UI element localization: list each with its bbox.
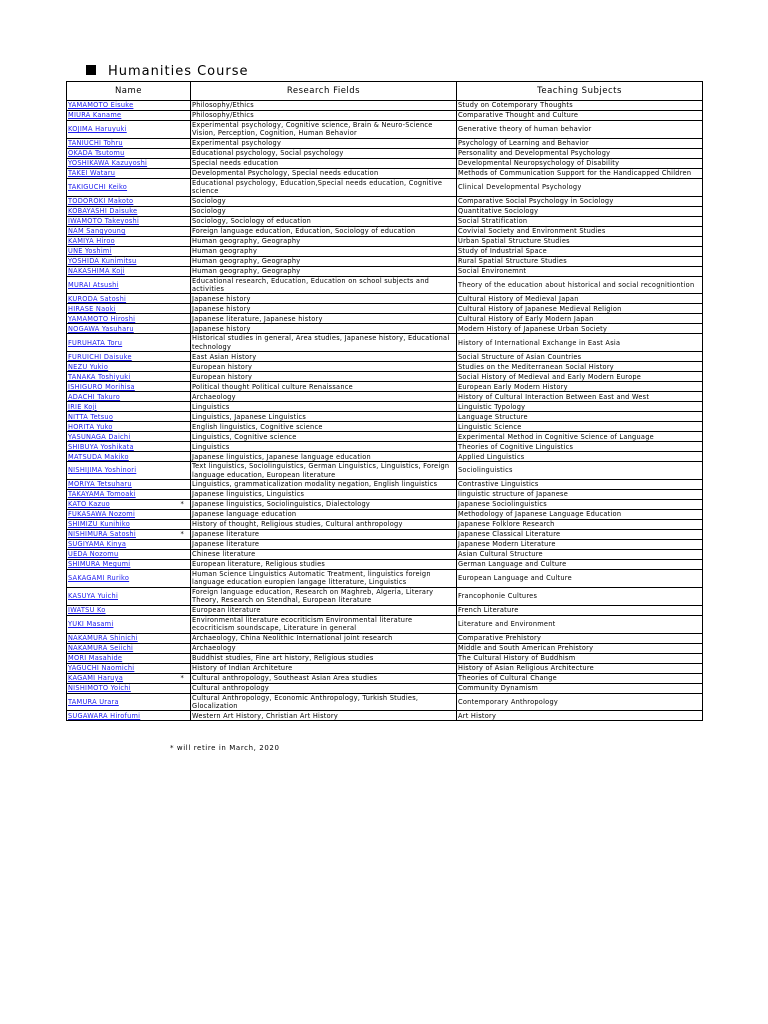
faculty-name-link[interactable]: YAMAMOTO Eisuke: [67, 101, 191, 111]
research-fields-cell: Japanese literature: [191, 540, 457, 550]
table-row: [67, 266, 703, 276]
teaching-subjects-cell: Psychology of Learning and Behavior: [457, 138, 703, 148]
teaching-subjects-cell: German Language and Culture: [457, 560, 703, 570]
table-row: [67, 520, 703, 530]
faculty-name-link[interactable]: KAGAMI Haruya *: [67, 673, 191, 683]
faculty-name-link[interactable]: SHIMIZU Kunihiko: [67, 520, 191, 530]
table-row: [67, 294, 703, 304]
teaching-subjects-cell: French Literature: [457, 605, 703, 615]
research-fields-cell: Human Science Linguistics Automatic Treatment, linguistics foreign language education europien langage litterature, Linguistics: [191, 570, 457, 588]
faculty-name-link[interactable]: NITTA Tetsuo: [67, 412, 191, 422]
research-fields-cell: Cultural Anthropology, Economic Anthropology, Turkish Studies, Glocalization: [191, 693, 457, 711]
table-row: [67, 683, 703, 693]
table-row: [67, 452, 703, 462]
teaching-subjects-cell: Cultural History of Early Modern Japan: [457, 314, 703, 324]
table-row: [67, 480, 703, 490]
table-row: [67, 178, 703, 196]
research-fields-cell: Japanese history: [191, 294, 457, 304]
faculty-name-link[interactable]: SHIMURA Megumi: [67, 560, 191, 570]
table-row: [67, 540, 703, 550]
table-row: [67, 148, 703, 158]
faculty-name-link[interactable]: YAGUCHI Naomichi: [67, 663, 191, 673]
table-row: [67, 605, 703, 615]
teaching-subjects-cell: Contemporary Anthropology: [457, 693, 703, 711]
table-row: [67, 412, 703, 422]
faculty-name-link[interactable]: TANIUCHI Tohru: [67, 138, 191, 148]
teaching-subjects-cell: Asian Cultural Structure: [457, 550, 703, 560]
research-fields-cell: European literature, Religious studies: [191, 560, 457, 570]
table-row: [67, 206, 703, 216]
teaching-subjects-cell: Social Structure of Asian Countries: [457, 352, 703, 362]
teaching-subjects-cell: History of Cultural Interaction Between East and West: [457, 392, 703, 402]
teaching-subjects-cell: Social Stratification: [457, 216, 703, 226]
table-row: [67, 372, 703, 382]
table-row: [67, 382, 703, 392]
retirement-star: *: [180, 500, 184, 509]
retirement-star: *: [180, 530, 184, 539]
research-fields-cell: European literature: [191, 605, 457, 615]
teaching-subjects-cell: Quantitative Sociology: [457, 206, 703, 216]
teaching-subjects-cell: Clinical Developmental Psychology: [457, 178, 703, 196]
faculty-name-link[interactable]: OKADA Tsutomu: [67, 148, 191, 158]
faculty-name-link[interactable]: NOGAWA Yasuharu: [67, 324, 191, 334]
faculty-name-link[interactable]: HIRASE Naoki: [67, 304, 191, 314]
table-row: [67, 334, 703, 352]
teaching-subjects-cell: Middle and South American Prehistory: [457, 643, 703, 653]
faculty-name-link[interactable]: UNE Yoshimi: [67, 246, 191, 256]
teaching-subjects-cell: Linguistic Typology: [457, 402, 703, 412]
teaching-subjects-cell: Francophonie Cultures: [457, 587, 703, 605]
research-fields-cell: Sociology, Sociology of education: [191, 216, 457, 226]
teaching-subjects-cell: Urban Spatial Structure Studies: [457, 236, 703, 246]
faculty-table: [66, 81, 703, 721]
table-row: [67, 711, 703, 721]
table-row: [67, 111, 703, 121]
research-fields-cell: Historical studies in general, Area studies, Japanese history, Educational technology: [191, 334, 457, 352]
research-fields-cell: Philosophy/Ethics: [191, 101, 457, 111]
table-row: [67, 615, 703, 633]
teaching-subjects-cell: Cultural History of Medieval Japan: [457, 294, 703, 304]
table-row: [67, 168, 703, 178]
teaching-subjects-cell: Theory of the education about historical and social recognitiontion: [457, 276, 703, 294]
faculty-name-link[interactable]: MORI Masahide: [67, 653, 191, 663]
table-row: [67, 304, 703, 314]
research-fields-cell: Chinese literature: [191, 550, 457, 560]
research-fields-cell: Sociology: [191, 196, 457, 206]
faculty-name-link[interactable]: NISHIJIMA Yoshinori: [67, 462, 191, 480]
header-research-fields: Research Fields: [191, 82, 457, 101]
research-fields-cell: Japanese linguistics, Japanese language education: [191, 452, 457, 462]
table-row: [67, 653, 703, 663]
research-fields-cell: History of thought, Religious studies, Cultural anthropology: [191, 520, 457, 530]
table-row: [67, 101, 703, 111]
faculty-name-link[interactable]: SUGAWARA Hirofumi: [67, 711, 191, 721]
faculty-name-link[interactable]: TODOROKI Makoto: [67, 196, 191, 206]
research-fields-cell: Text linguistics, Sociolinguistics, German Linguistics, Linguistics, Foreign language education, European literature: [191, 462, 457, 480]
table-row: [67, 432, 703, 442]
faculty-name-link[interactable]: FURUICHI Daisuke: [67, 352, 191, 362]
faculty-name-link[interactable]: TAKEI Wataru: [67, 168, 191, 178]
research-fields-cell: Human geography: [191, 246, 457, 256]
faculty-name-link[interactable]: MURAI Atsushi: [67, 276, 191, 294]
faculty-name-link[interactable]: TAKIGUCHI Keiko: [67, 178, 191, 196]
faculty-name-link[interactable]: IWATSU Ko: [67, 605, 191, 615]
research-fields-cell: Archaeology, China Neolithic International joint research: [191, 633, 457, 643]
teaching-subjects-cell: Linguistic Science: [457, 422, 703, 432]
faculty-name-link[interactable]: IRIE Koji: [67, 402, 191, 412]
faculty-name-link[interactable]: KURODA Satoshi: [67, 294, 191, 304]
faculty-name-link[interactable]: SHIBUYA Yoshikata: [67, 442, 191, 452]
faculty-name-link[interactable]: NEZU Yukio: [67, 362, 191, 372]
teaching-subjects-cell: The Cultural History of Buddhism: [457, 653, 703, 663]
research-fields-cell: Linguistics, Cognitive science: [191, 432, 457, 442]
faculty-name-link[interactable]: KOBAYASHI Daisuke: [67, 206, 191, 216]
teaching-subjects-cell: History of Asian Religious Architecture: [457, 663, 703, 673]
faculty-name-link[interactable]: TAMURA Urara: [67, 693, 191, 711]
teaching-subjects-cell: Social History of Medieval and Early Modern Europe: [457, 372, 703, 382]
teaching-subjects-cell: Experimental Method in Cognitive Science of Language: [457, 432, 703, 442]
research-fields-cell: Human geography, Geography: [191, 256, 457, 266]
teaching-subjects-cell: Japanese Classical Literature: [457, 530, 703, 540]
research-fields-cell: Cultural anthropology: [191, 683, 457, 693]
faculty-name-link[interactable]: NAKAMURA Seiichi: [67, 643, 191, 653]
table-row: [67, 500, 703, 510]
teaching-subjects-cell: Japanese Sociolinguistics: [457, 500, 703, 510]
table-row: [67, 422, 703, 432]
faculty-name-link[interactable]: NAM Sangyoung: [67, 226, 191, 236]
teaching-subjects-cell: European Early Modern History: [457, 382, 703, 392]
teaching-subjects-cell: Study on Cotemporary Thoughts: [457, 101, 703, 111]
table-row: [67, 530, 703, 540]
page-title-text: Humanities Course: [108, 64, 249, 79]
page-title: [86, 64, 249, 79]
teaching-subjects-cell: Social Environemnt: [457, 266, 703, 276]
teaching-subjects-cell: Developmental Neuropsychology of Disability: [457, 158, 703, 168]
table-row: [67, 352, 703, 362]
research-fields-cell: Educational research, Education, Education on school subjects and activities: [191, 276, 457, 294]
table-row: [67, 226, 703, 236]
research-fields-cell: Japanese history: [191, 304, 457, 314]
teaching-subjects-cell: Rural Spatial Structure Studies: [457, 256, 703, 266]
table-row: [67, 587, 703, 605]
faculty-name-link[interactable]: YOSHIDA Kunimitsu: [67, 256, 191, 266]
research-fields-cell: Archaeology: [191, 392, 457, 402]
table-row: [67, 402, 703, 412]
research-fields-cell: Japanese literature: [191, 530, 457, 540]
research-fields-cell: Linguistics: [191, 442, 457, 452]
faculty-name-link[interactable]: YAMAMOTO Hiroshi: [67, 314, 191, 324]
faculty-name-link[interactable]: UEDA Nozomu: [67, 550, 191, 560]
table-row: [67, 216, 703, 226]
faculty-name-link[interactable]: HORITA Yuko: [67, 422, 191, 432]
table-row: [67, 196, 703, 206]
faculty-name-link[interactable]: KOJIMA Haruyuki: [67, 121, 191, 139]
table-row: [67, 246, 703, 256]
research-fields-cell: Japanese language education: [191, 510, 457, 520]
research-fields-cell: Japanese history: [191, 324, 457, 334]
header-name: Name: [67, 82, 191, 101]
faculty-name-link[interactable]: SAKAGAMI Ruriko: [67, 570, 191, 588]
research-fields-cell: Japanese literature, Japanese history: [191, 314, 457, 324]
teaching-subjects-cell: Comparative Prehistory: [457, 633, 703, 643]
research-fields-cell: Political thought Political culture Renaissance: [191, 382, 457, 392]
teaching-subjects-cell: Methods of Communication Support for the Handicapped Children: [457, 168, 703, 178]
research-fields-cell: East Asian History: [191, 352, 457, 362]
teaching-subjects-cell: Cultural History of Japanese Medieval Religion: [457, 304, 703, 314]
research-fields-cell: Philosophy/Ethics: [191, 111, 457, 121]
research-fields-cell: Educational psychology, Social psychology: [191, 148, 457, 158]
research-fields-cell: History of Indian Architeture: [191, 663, 457, 673]
research-fields-cell: Japanese linguistics, Linguistics: [191, 490, 457, 500]
research-fields-cell: Educational psychology, Education,Special needs education, Cognitive science: [191, 178, 457, 196]
research-fields-cell: Japanese linguistics, Sociolinguistics, Dialectology: [191, 500, 457, 510]
teaching-subjects-cell: Japanese Modern Literature: [457, 540, 703, 550]
table-row: [67, 442, 703, 452]
table-header-row: [67, 82, 703, 101]
research-fields-cell: Developmental Psychology, Special needs education: [191, 168, 457, 178]
teaching-subjects-cell: Art History: [457, 711, 703, 721]
faculty-name-link[interactable]: YOSHIKAWA Kazuyoshi: [67, 158, 191, 168]
teaching-subjects-cell: Theories of Cognitive Linguistics: [457, 442, 703, 452]
faculty-name-link[interactable]: NAKASHIMA Koji: [67, 266, 191, 276]
teaching-subjects-cell: Study of Industrial Space: [457, 246, 703, 256]
research-fields-cell: Linguistics, grammaticalization modality negation, English linguistics: [191, 480, 457, 490]
faculty-name-link[interactable]: MATSUDA Makiko: [67, 452, 191, 462]
teaching-subjects-cell: linguistic structure of Japanese: [457, 490, 703, 500]
faculty-name-link[interactable]: NAKAMURA Shinichi: [67, 633, 191, 643]
table-row: [67, 560, 703, 570]
teaching-subjects-cell: Covivial Society and Environment Studies: [457, 226, 703, 236]
faculty-name-link[interactable]: KAMIYA Hiroo: [67, 236, 191, 246]
retirement-star: *: [180, 673, 184, 682]
faculty-name-link[interactable]: FUKASAWA Nozomi: [67, 510, 191, 520]
faculty-name-link[interactable]: TAKAYAMA Tomoaki: [67, 490, 191, 500]
research-fields-cell: Human geography, Geography: [191, 236, 457, 246]
table-row: [67, 392, 703, 402]
table-row: [67, 362, 703, 372]
table-row: [67, 256, 703, 266]
teaching-subjects-cell: History of International Exchange in East Asia: [457, 334, 703, 352]
research-fields-cell: Experimental psychology, Cognitive science, Brain & Neuro-Science Vision, Perception, Cognition, Human Behavior: [191, 121, 457, 139]
faculty-name-link[interactable]: FURUHATA Toru: [67, 334, 191, 352]
table-row: [67, 462, 703, 480]
faculty-name-link[interactable]: ISHIGURO Morihisa: [67, 382, 191, 392]
teaching-subjects-cell: Japanese Folklore Research: [457, 520, 703, 530]
faculty-name-link[interactable]: NISHIMURA Satoshi *: [67, 530, 191, 540]
research-fields-cell: Experimental psychology: [191, 138, 457, 148]
faculty-name-link[interactable]: SUGIYAMA Kinya: [67, 540, 191, 550]
table-row: [67, 158, 703, 168]
research-fields-cell: Buddhist studies, Fine art history, Religious studies: [191, 653, 457, 663]
table-row: [67, 643, 703, 653]
table-row: [67, 693, 703, 711]
faculty-name-link[interactable]: ADACHI Takuro: [67, 392, 191, 402]
research-fields-cell: Western Art History, Christian Art History: [191, 711, 457, 721]
teaching-subjects-cell: Contrastive Linguistics: [457, 480, 703, 490]
teaching-subjects-cell: Language Structure: [457, 412, 703, 422]
teaching-subjects-cell: Comparative Thought and Culture: [457, 111, 703, 121]
research-fields-cell: Cultural anthropology, Southeast Asian Area studies: [191, 673, 457, 683]
table-row: [67, 138, 703, 148]
faculty-name-link[interactable]: MORIYA Tetsuharu: [67, 480, 191, 490]
teaching-subjects-cell: Modern History of Japanese Urban Society: [457, 324, 703, 334]
table-row: [67, 550, 703, 560]
teaching-subjects-cell: Theories of Cultural Change: [457, 673, 703, 683]
faculty-name-link[interactable]: MIURA Kaname: [67, 111, 191, 121]
research-fields-cell: Special needs education: [191, 158, 457, 168]
retirement-footnote: * will retire in March, 2020: [170, 744, 280, 752]
table-row: [67, 673, 703, 683]
research-fields-cell: European history: [191, 372, 457, 382]
teaching-subjects-cell: Community Dynamism: [457, 683, 703, 693]
table-row: [67, 663, 703, 673]
research-fields-cell: Linguistics, Japanese Linguistics: [191, 412, 457, 422]
research-fields-cell: Environmental literature ecocriticism Environmental literature ecocriticism soundscape, Literature in general: [191, 615, 457, 633]
faculty-name-link[interactable]: KASUYA Yuichi: [67, 587, 191, 605]
faculty-name-link[interactable]: YUKI Masami: [67, 615, 191, 633]
table-row: [67, 276, 703, 294]
table-row: [67, 121, 703, 139]
table-row: [67, 510, 703, 520]
research-fields-cell: Archaeology: [191, 643, 457, 653]
teaching-subjects-cell: European Language and Culture: [457, 570, 703, 588]
teaching-subjects-cell: Literature and Environment: [457, 615, 703, 633]
research-fields-cell: Human geography, Geography: [191, 266, 457, 276]
faculty-name-link[interactable]: YASUNAGA Daichi: [67, 432, 191, 442]
research-fields-cell: Foreign language education, Education, Sociology of education: [191, 226, 457, 236]
teaching-subjects-cell: Personality and Developmental Psychology: [457, 148, 703, 158]
research-fields-cell: European history: [191, 362, 457, 372]
faculty-name-link[interactable]: NISHIMOTO Yoichi: [67, 683, 191, 693]
faculty-name-link[interactable]: TANAKA Toshiyuki: [67, 372, 191, 382]
research-fields-cell: Linguistics: [191, 402, 457, 412]
table-row: [67, 570, 703, 588]
research-fields-cell: Foreign language education, Research on Maghreb, Algeria, Literary Theory, Research on Stendhal, European literature: [191, 587, 457, 605]
teaching-subjects-cell: Comparative Social Psychology in Sociology: [457, 196, 703, 206]
table-row: [67, 236, 703, 246]
table-row: [67, 314, 703, 324]
table-row: [67, 490, 703, 500]
teaching-subjects-cell: Studies on the Mediterranean Social History: [457, 362, 703, 372]
teaching-subjects-cell: Sociolinguistics: [457, 462, 703, 480]
table-row: [67, 633, 703, 643]
research-fields-cell: English linguistics, Cognitive science: [191, 422, 457, 432]
teaching-subjects-cell: Applied Linguistics: [457, 452, 703, 462]
square-bullet-icon: [86, 65, 96, 75]
research-fields-cell: Sociology: [191, 206, 457, 216]
teaching-subjects-cell: Methodology of Japanese Language Education: [457, 510, 703, 520]
table-row: [67, 324, 703, 334]
faculty-name-link[interactable]: IWAMOTO Takeyoshi: [67, 216, 191, 226]
faculty-name-link[interactable]: KATO Kazuo *: [67, 500, 191, 510]
teaching-subjects-cell: Generative theory of human behavior: [457, 121, 703, 139]
header-teaching-subjects: Teaching Subjects: [457, 82, 703, 101]
